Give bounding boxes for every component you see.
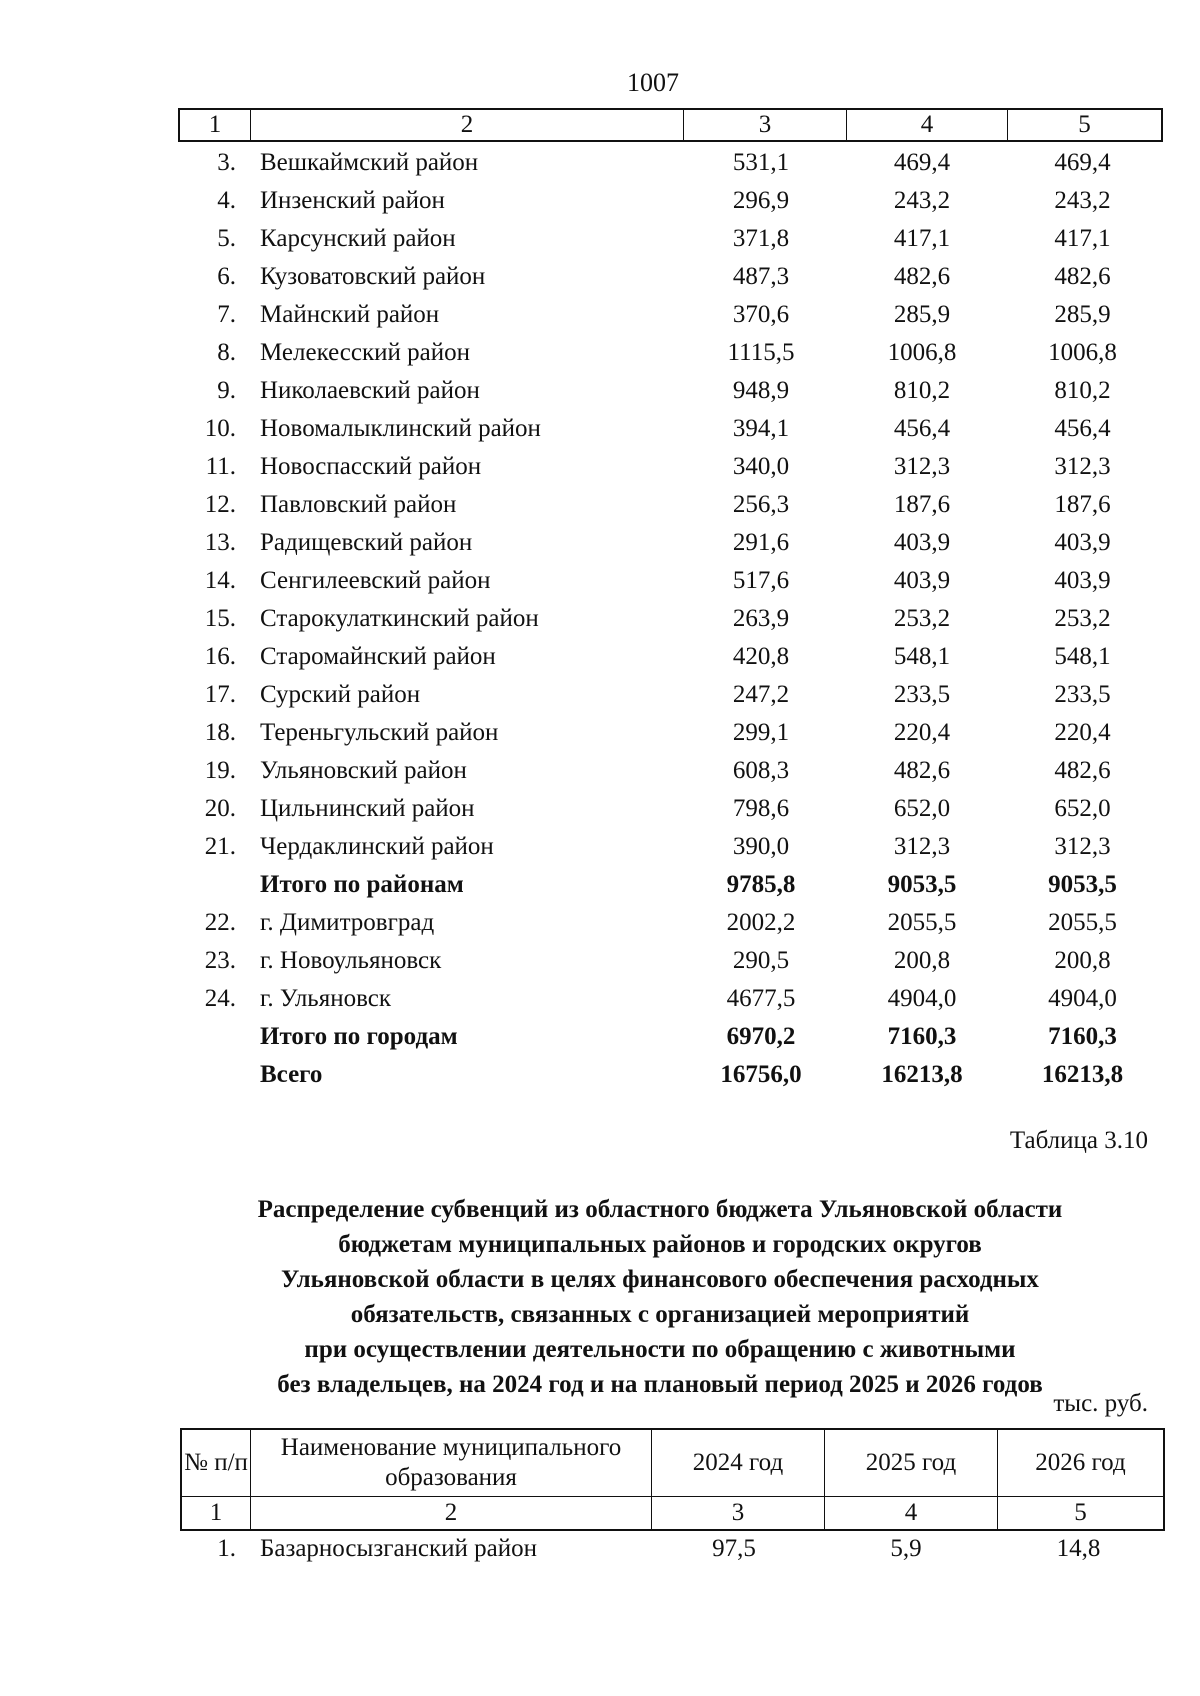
title-line: без владельцев, на 2024 год и на плановый период 2025 и 2026 годов: [277, 1371, 1043, 1398]
row-value-col5: 403,9: [1054, 529, 1111, 556]
row-value-col3: 608,3: [732, 757, 790, 784]
row-value-col5: 482,6: [1054, 263, 1111, 290]
row-name: Новомалыклинский район: [260, 415, 541, 442]
row-value-col3: 948,9: [732, 377, 790, 404]
row-value-col4: 417,1: [893, 225, 951, 252]
row-value-col3: 256,3: [732, 491, 790, 518]
table1-row: [178, 220, 1163, 258]
row-value-col3: 2002,2: [726, 909, 796, 936]
row-value-col4: 482,6: [893, 757, 951, 784]
table2-colnum-4: 4: [824, 1497, 997, 1529]
table1-header-col2: 2: [250, 110, 683, 140]
row-value-col4: 1006,8: [887, 339, 957, 366]
title-line: бюджетам муниципальных районов и городских округов: [338, 1231, 982, 1258]
row-value-col3: 517,6: [732, 567, 790, 594]
row-name: Инзенский район: [260, 187, 445, 214]
row-value-col5: 220,4: [1054, 719, 1111, 746]
row-name: г. Ульяновск: [260, 985, 391, 1012]
row-value-col5: 233,5: [1054, 681, 1111, 708]
table2-header: [180, 1428, 1165, 1531]
table1-row: [178, 942, 1163, 980]
row-number: 20.: [204, 795, 236, 822]
row-value-col3: 370,6: [732, 301, 790, 328]
row-value-col4: 187,6: [893, 491, 951, 518]
row-number: 4.: [217, 187, 236, 214]
row-name: Итого по районам: [260, 871, 464, 898]
row-value-col3: 340,0: [732, 453, 790, 480]
row-name: Мелекесский район: [260, 339, 471, 366]
table1-row: [178, 296, 1163, 334]
table2-header-2025: 2025 год: [824, 1430, 997, 1496]
row-name: Старокулаткинский район: [260, 605, 539, 632]
row-value-col3: 16756,0: [720, 1061, 802, 1088]
row-value-col5: 243,2: [1054, 187, 1111, 214]
table1-row: [178, 372, 1163, 410]
row-value-col4: 2055,5: [887, 909, 957, 936]
table2-header-2026: 2026 год: [997, 1430, 1163, 1496]
row-value-col4: 312,3: [893, 453, 951, 480]
row-name: Базарносызганский район: [260, 1535, 538, 1562]
row-name: Вешкаймский район: [260, 149, 479, 176]
table1-row: [178, 182, 1163, 220]
row-number: 6.: [217, 263, 236, 290]
row-value-col3: 798,6: [732, 795, 790, 822]
table1-header-col3: 3: [683, 110, 846, 140]
row-value-col5: 4904,0: [1048, 985, 1117, 1012]
table1-row: [178, 334, 1163, 372]
table1-header-col1: 1: [208, 111, 222, 138]
title-line: обязательств, связанных с организацией мероприятий: [350, 1301, 970, 1328]
row-value-2025: 5,9: [890, 1535, 922, 1562]
row-number: 1.: [217, 1535, 236, 1562]
row-value-col5: 253,2: [1054, 605, 1111, 632]
row-value-col5: 469,4: [1054, 149, 1111, 176]
row-value-col3: 291,6: [732, 529, 790, 556]
row-name: Итого по городам: [260, 1023, 458, 1050]
row-name: Новоспасский район: [260, 453, 482, 480]
title-line: при осуществлении деятельности по обращению с животными: [304, 1336, 1016, 1363]
row-number: 16.: [204, 643, 236, 670]
table1-row: [178, 258, 1163, 296]
row-value-col3: 1115,5: [727, 339, 795, 366]
table1-row: [178, 600, 1163, 638]
table1-row: [178, 448, 1163, 486]
row-value-col3: 487,3: [732, 263, 790, 290]
row-value-col3: 263,9: [732, 605, 790, 632]
row-name: Николаевский район: [260, 377, 480, 404]
row-name: Цильнинский район: [260, 795, 475, 822]
row-number: 15.: [204, 605, 236, 632]
row-number: 23.: [204, 947, 236, 974]
table1-total-row: [178, 1018, 1163, 1056]
row-value-col3: 4677,5: [726, 985, 796, 1012]
row-value-col5: 810,2: [1054, 377, 1111, 404]
row-name: Всего: [260, 1061, 323, 1088]
row-value-col4: 7160,3: [887, 1023, 957, 1050]
row-number: 10.: [204, 415, 236, 442]
table1-row: [178, 980, 1163, 1018]
table1-header-col4: 4: [846, 110, 1007, 140]
row-value-col4: 253,2: [893, 605, 951, 632]
row-value-col5: 7160,3: [1048, 1023, 1117, 1050]
table1-row: [178, 486, 1163, 524]
table-label: Таблица 3.10: [1009, 1127, 1148, 1154]
row-name: Ульяновский район: [260, 757, 467, 784]
table1-row: [178, 524, 1163, 562]
row-value-col5: 456,4: [1054, 415, 1111, 442]
row-value-col4: 9053,5: [887, 871, 957, 898]
row-value-col5: 9053,5: [1048, 871, 1117, 898]
row-number: 21.: [204, 833, 236, 860]
row-number: 17.: [204, 681, 236, 708]
row-number: 7.: [217, 301, 236, 328]
table1-row: [178, 752, 1163, 790]
table2-header-name: Наименование муниципального образования: [250, 1430, 651, 1496]
row-number: 19.: [204, 757, 236, 784]
row-value-col4: 243,2: [893, 187, 951, 214]
row-name: Тереньгульский район: [260, 719, 499, 746]
row-value-col5: 200,8: [1054, 947, 1111, 974]
row-value-col4: 548,1: [893, 643, 951, 670]
row-value-col5: 548,1: [1054, 643, 1111, 670]
units-label: тыс. руб.: [1053, 1390, 1148, 1417]
table1-body: [178, 144, 1163, 1094]
row-number: 12.: [204, 491, 236, 518]
row-value-col3: 394,1: [732, 415, 790, 442]
row-name: Старомайнский район: [260, 643, 496, 670]
row-value-col4: 4904,0: [887, 985, 957, 1012]
row-value-col5: 312,3: [1054, 453, 1111, 480]
row-name: Кузоватовский район: [260, 263, 486, 290]
row-value-col4: 285,9: [893, 301, 951, 328]
row-value-col4: 200,8: [893, 947, 951, 974]
row-value-col3: 531,1: [732, 149, 790, 176]
table1-row: [178, 562, 1163, 600]
table2-colnum-3: 3: [651, 1497, 824, 1529]
row-value-col4: 482,6: [893, 263, 951, 290]
row-value-col4: 16213,8: [881, 1061, 963, 1088]
row-number: 5.: [217, 225, 236, 252]
row-number: 13.: [204, 529, 236, 556]
row-value-col4: 652,0: [893, 795, 951, 822]
row-number: 24.: [204, 985, 236, 1012]
row-value-col4: 456,4: [893, 415, 951, 442]
row-value-col4: 403,9: [893, 567, 951, 594]
row-value-col3: 371,8: [732, 225, 790, 252]
table1-total-row: [178, 866, 1163, 904]
row-number: 11.: [205, 453, 236, 480]
table1-row: [178, 410, 1163, 448]
table1-row: [178, 828, 1163, 866]
row-number: 8.: [217, 339, 236, 366]
table2-header-num: № п/п: [184, 1449, 248, 1476]
row-value-col3: 247,2: [732, 681, 790, 708]
row-value-col5: 285,9: [1054, 301, 1111, 328]
table1-row: [178, 904, 1163, 942]
row-value-col4: 233,5: [893, 681, 951, 708]
row-number: 14.: [204, 567, 236, 594]
row-name: Сенгилеевский район: [260, 567, 491, 594]
row-value-col4: 220,4: [893, 719, 951, 746]
row-value-col5: 1006,8: [1048, 339, 1117, 366]
page-number: 1007: [627, 68, 679, 97]
row-name: г. Димитровград: [260, 909, 435, 936]
row-value-col3: 9785,8: [726, 871, 796, 898]
table2-colnum-5: 5: [997, 1497, 1163, 1529]
table1-header: [178, 108, 1163, 142]
row-value-col5: 187,6: [1054, 491, 1111, 518]
row-value-col3: 296,9: [732, 187, 790, 214]
table1-header-col5: 5: [1007, 110, 1161, 140]
row-number: 18.: [204, 719, 236, 746]
table2-header-2024: 2024 год: [651, 1430, 824, 1496]
row-value-col5: 652,0: [1054, 795, 1111, 822]
row-name: Сурский район: [260, 681, 421, 708]
table2-row: [180, 1530, 1165, 1568]
table1-row: [178, 144, 1163, 182]
row-name: г. Новоульяновск: [260, 947, 442, 974]
row-value-col5: 312,3: [1054, 833, 1111, 860]
row-name: Радищевский район: [260, 529, 473, 556]
table2-colnum-2: 2: [250, 1497, 651, 1529]
row-name: Чердаклинский район: [260, 833, 494, 860]
row-value-col5: 417,1: [1054, 225, 1111, 252]
row-name: Карсунский район: [260, 225, 456, 252]
table2-title: [160, 1192, 1160, 1402]
table1-row: [178, 714, 1163, 752]
title-line: Ульяновской области в целях финансового обеспечения расходных: [281, 1266, 1039, 1293]
row-value-col3: 390,0: [732, 833, 790, 860]
row-number: 9.: [217, 377, 236, 404]
row-value-col4: 469,4: [893, 149, 951, 176]
table1-row: [178, 676, 1163, 714]
row-value-col5: 482,6: [1054, 757, 1111, 784]
row-value-col3: 420,8: [732, 643, 790, 670]
row-value-col5: 2055,5: [1048, 909, 1117, 936]
row-value-col4: 810,2: [893, 377, 951, 404]
row-value-col3: 290,5: [732, 947, 790, 974]
table1-row: [178, 638, 1163, 676]
table1-row: [178, 790, 1163, 828]
row-value-2026: 14,8: [1056, 1535, 1101, 1562]
table1-total-row: [178, 1056, 1163, 1094]
row-value-col5: 16213,8: [1041, 1061, 1124, 1088]
row-number: 3.: [217, 149, 236, 176]
row-value-col4: 312,3: [893, 833, 951, 860]
row-value-col4: 403,9: [893, 529, 951, 556]
row-value-col3: 299,1: [732, 719, 790, 746]
row-value-col5: 403,9: [1054, 567, 1111, 594]
table2-colnum-1: 1: [209, 1499, 223, 1526]
row-number: 22.: [204, 909, 236, 936]
row-value-col3: 6970,2: [726, 1023, 796, 1050]
row-name: Павловский район: [260, 491, 457, 518]
row-name: Майнский район: [260, 301, 440, 328]
title-line: Распределение субвенций из областного бюджета Ульяновской области: [257, 1196, 1063, 1223]
row-value-2024: 97,5: [712, 1535, 756, 1562]
